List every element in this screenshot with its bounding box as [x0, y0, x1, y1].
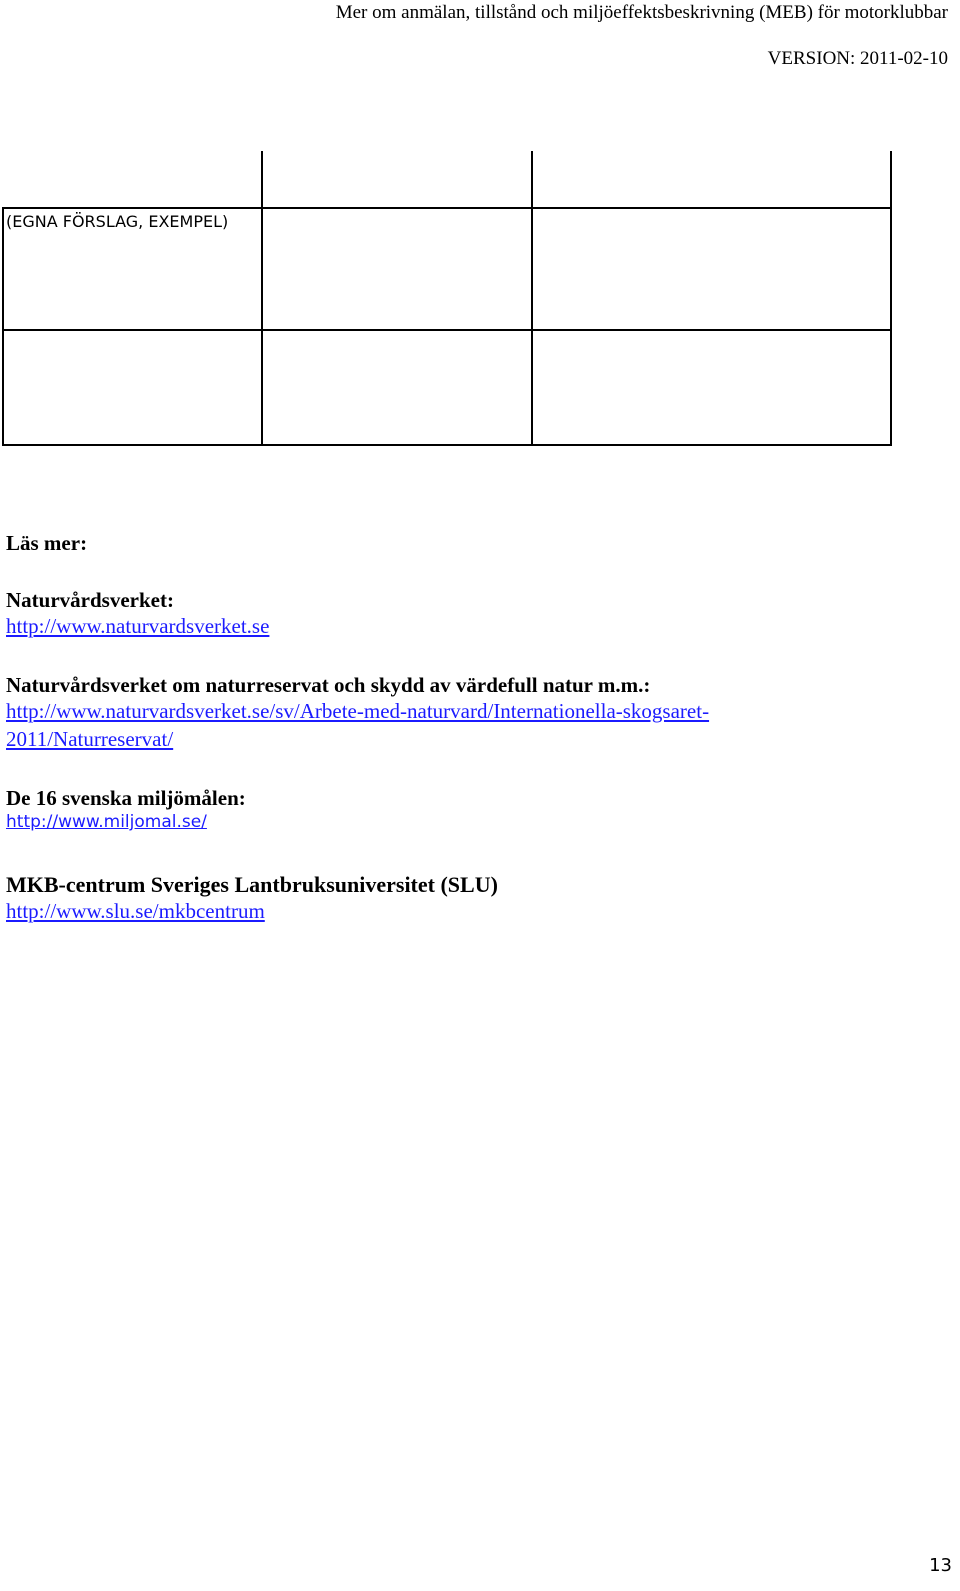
section-title: MKB-centrum Sveriges Lantbruksuniversitet (SLU): [6, 872, 498, 897]
section-mkb-centrum: [6, 873, 498, 925]
document-version: VERSION: 2011-02-10: [767, 48, 948, 69]
mkbcentrum-link[interactable]: http://www.slu.se/mkbcentrum: [6, 899, 265, 923]
read-more-heading: Läs mer:: [6, 531, 88, 555]
table-cell-own-suggestions: (EGNA FÖRSLAG, EXEMPEL): [6, 212, 229, 231]
section-title: De 16 svenska miljömålen:: [6, 786, 246, 810]
naturvardsverket-link[interactable]: http://www.naturvardsverket.se: [6, 614, 270, 638]
section-miljomal: [6, 786, 246, 834]
section-naturreservat: [6, 673, 709, 753]
section-title: Naturvårdsverket om naturreservat och skydd av värdefull natur m.m.:: [6, 673, 651, 697]
naturreservat-link-line-2[interactable]: 2011/Naturreservat/: [6, 727, 174, 751]
suggestions-table: [2, 151, 907, 446]
miljomal-link[interactable]: http://www.miljomal.se/: [6, 812, 207, 832]
section-title: Naturvårdsverket:: [6, 588, 174, 612]
page-number: 13: [929, 1555, 952, 1576]
naturreservat-link-line-1[interactable]: http://www.naturvardsverket.se/sv/Arbete-med-naturvard/Internationella-skogsaret-: [6, 699, 710, 723]
section-naturvardsverket: [6, 588, 269, 640]
document-header-title: Mer om anmälan, tillstånd och miljöeffektsbeskrivning (MEB) för motorklubbar: [335, 2, 948, 23]
